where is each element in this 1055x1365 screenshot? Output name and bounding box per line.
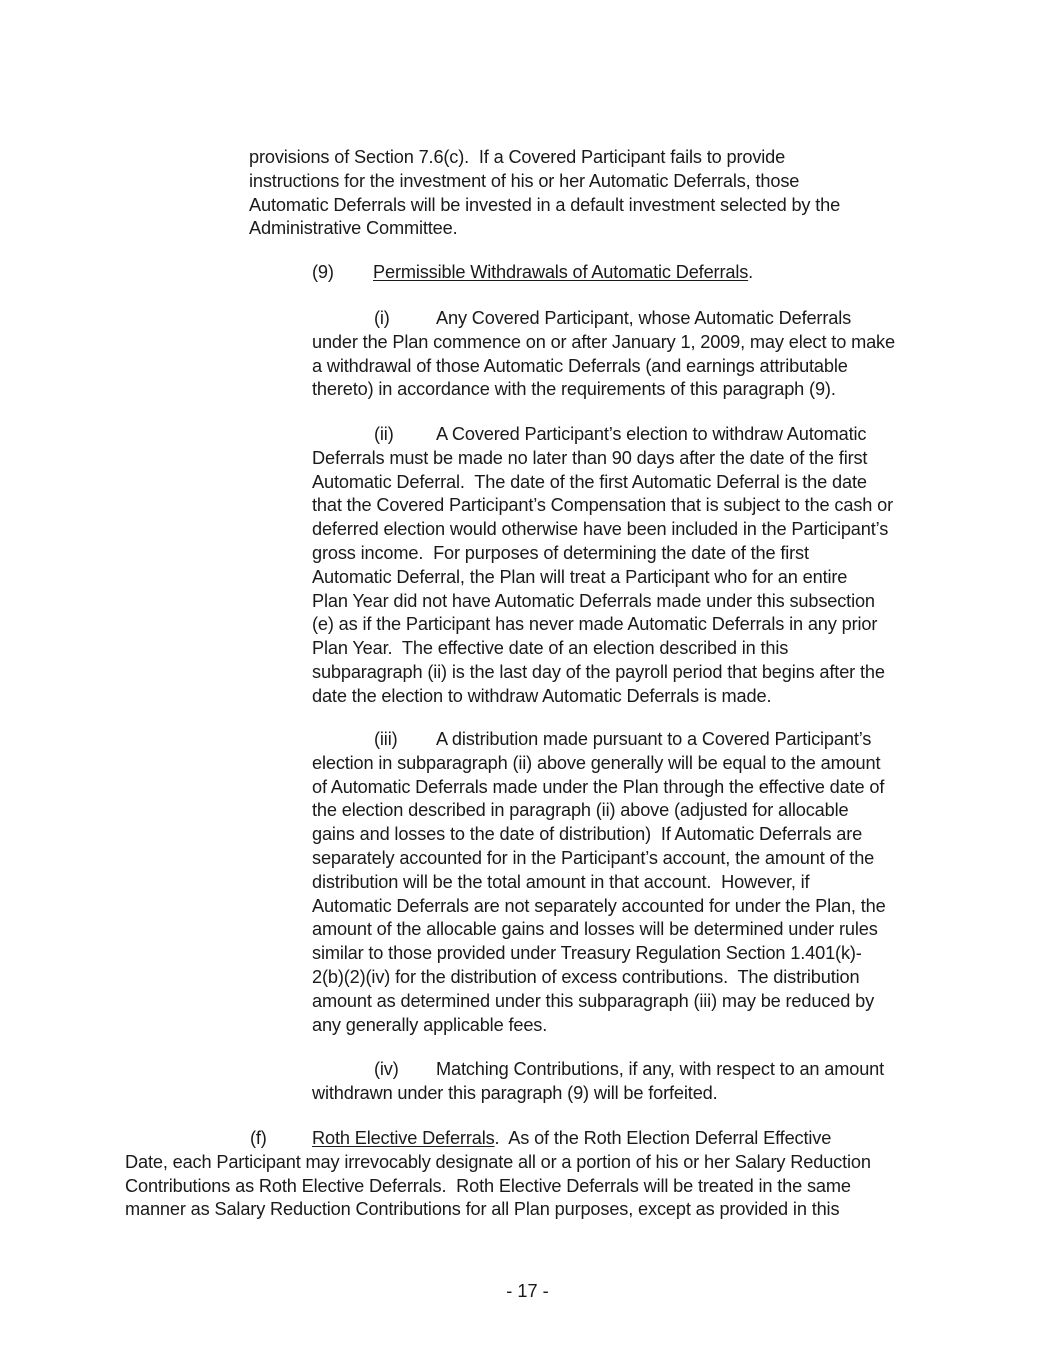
intro-paragraph xyxy=(249,146,840,241)
text-line: under the Plan commence on or after January 1, 2009, may elect to make xyxy=(312,331,895,352)
text-line: similar to those provided under Treasury Regulation Section 1.401(k)- xyxy=(312,943,862,964)
text-line: Contributions as Roth Elective Deferrals. Roth Elective Deferrals will be treated in the same xyxy=(125,1175,851,1196)
text-line: manner as Salary Reduction Contributions for all Plan purposes, except as provided in this xyxy=(125,1199,840,1220)
text-line: any generally applicable fees. xyxy=(312,1014,548,1035)
section-title: Roth Elective Deferrals xyxy=(312,1128,495,1148)
text-line: (e) as if the Participant has never made Automatic Deferrals in any prior xyxy=(312,614,878,635)
text-line: Matching Contributions, if any, with respect to an amount xyxy=(436,1059,885,1079)
text-line: Administrative Committee. xyxy=(249,218,458,239)
text-line: instructions for the investment of his or her Automatic Deferrals, those xyxy=(249,170,800,191)
text-line: amount of the allocable gains and losses will be determined under rules xyxy=(312,919,878,940)
section-9-heading xyxy=(312,261,753,285)
text-line: Plan Year did not have Automatic Deferrals made under this subsection xyxy=(312,590,875,611)
text-line: that the Covered Participant’s Compensation that is subject to the cash or xyxy=(312,495,893,516)
text-line: a withdrawal of those Automatic Deferrals (and earnings attributable xyxy=(312,355,848,376)
text-line: A distribution made pursuant to a Covered Participant’s xyxy=(436,729,872,749)
text-line: separately accounted for in the Participant’s account, the amount of the xyxy=(312,847,875,868)
text-line: date the election to withdraw Automatic Deferrals is made. xyxy=(312,685,772,706)
subparagraph-i xyxy=(312,307,895,402)
text-line: Automatic Deferral, the Plan will treat a Participant who for an entire xyxy=(312,566,848,587)
text-line: gains and losses to the date of distribution) If Automatic Deferrals are xyxy=(312,824,863,845)
text-line: Automatic Deferrals are not separately accounted for under the Plan, the xyxy=(312,895,886,916)
text-line: distribution will be the total amount in that account. However, if xyxy=(312,871,810,892)
text-line: the election described in paragraph (ii) above (adjusted for allocable xyxy=(312,800,849,821)
text-line: Plan Year. The effective date of an election described in this xyxy=(312,638,789,659)
text-line: Any Covered Participant, whose Automatic Deferrals xyxy=(436,308,852,328)
subparagraph-label: (iii) xyxy=(374,729,398,749)
section-label: (f) xyxy=(250,1128,267,1148)
text-line: Date, each Participant may irrevocably designate all or a portion of his or her Salary Reduction xyxy=(125,1151,871,1172)
text-line: 2(b)(2)(iv) for the distribution of excess contributions. The distribution xyxy=(312,966,860,987)
text-line: amount as determined under this subparagraph (iii) may be reduced by xyxy=(312,990,875,1011)
section-f xyxy=(125,1127,871,1222)
subparagraph-label: (iv) xyxy=(374,1059,399,1079)
text-line: thereto) in accordance with the requirements of this paragraph (9). xyxy=(312,379,836,400)
subparagraph-label: (ii) xyxy=(374,424,394,444)
subparagraph-iv xyxy=(312,1058,884,1106)
heading-period: . xyxy=(748,262,754,282)
section-number: (9) xyxy=(312,262,334,282)
subparagraph-iii xyxy=(312,728,886,1037)
text-line: of Automatic Deferrals made under the Plan through the effective date of xyxy=(312,776,885,797)
text-line: deferred election would otherwise have been included in the Participant’s xyxy=(312,519,889,540)
subparagraph-label: (i) xyxy=(374,308,390,328)
section-title: Permissible Withdrawals of Automatic Deferrals xyxy=(373,262,749,282)
text-line: gross income. For purposes of determining the date of the first xyxy=(312,542,809,563)
text-line: Automatic Deferrals will be invested in a default investment selected by the xyxy=(249,194,841,215)
text-line: subparagraph (ii) is the last day of the payroll period that begins after the xyxy=(312,661,885,682)
page-number: - 17 - xyxy=(506,1281,549,1301)
text-line: withdrawn under this paragraph (9) will be forfeited. xyxy=(312,1082,718,1103)
text-line: Automatic Deferral. The date of the first Automatic Deferral is the date xyxy=(312,471,867,492)
text-line: A Covered Participant’s election to withdraw Automatic xyxy=(436,424,867,444)
subparagraph-ii xyxy=(312,423,893,709)
text-line: Deferrals must be made no later than 90 days after the date of the first xyxy=(312,447,868,468)
text-line: election in subparagraph (ii) above generally will be equal to the amount xyxy=(312,752,881,773)
text-line: . As of the Roth Election Deferral Effective xyxy=(494,1128,832,1148)
text-line: provisions of Section 7.6(c). If a Covered Participant fails to provide xyxy=(249,147,786,167)
